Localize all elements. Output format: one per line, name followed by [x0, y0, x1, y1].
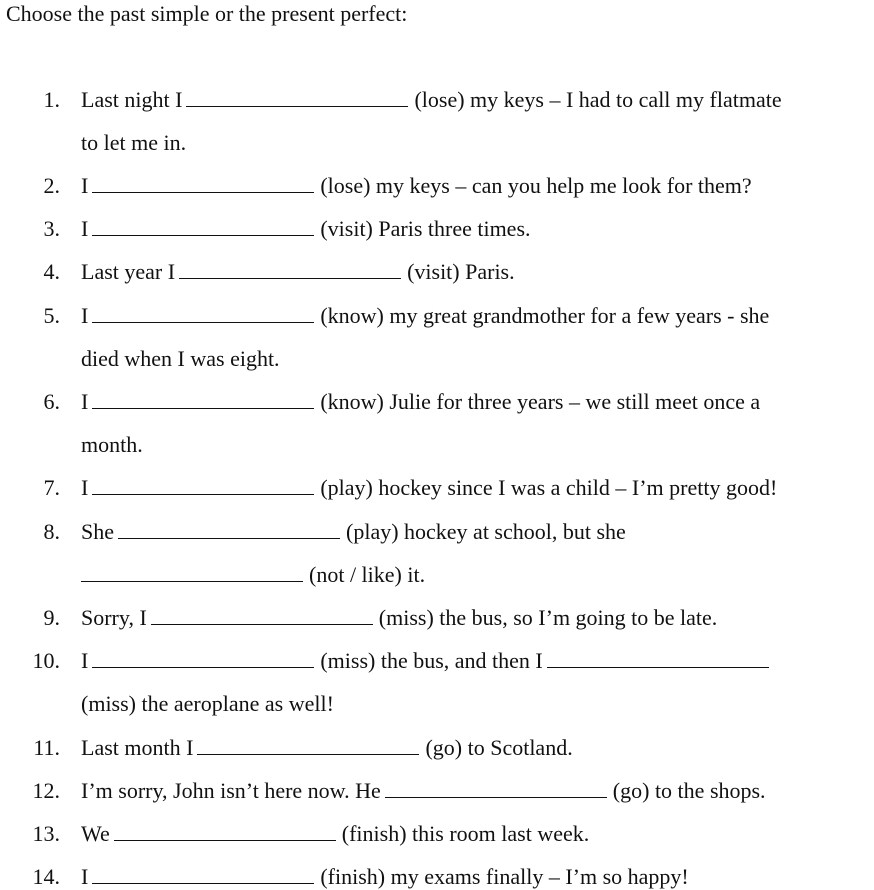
item-prompt: I — [81, 475, 89, 500]
answer-blank[interactable] — [197, 735, 419, 755]
item-prompt: I — [81, 303, 89, 328]
item-prompt: I — [81, 389, 89, 414]
answer-blank[interactable] — [81, 562, 303, 582]
item-continuation-text: (miss) the aeroplane as well! — [81, 691, 334, 716]
item-verb-hint: (know) Julie for three years – we still meet once a — [320, 389, 761, 414]
item-verb-hint: (lose) my keys – I had to call my flatmate — [414, 87, 782, 112]
item-text — [81, 778, 766, 804]
item-text — [81, 735, 573, 761]
item-verb-hint: (finish) my exams finally – I’m so happy! — [320, 864, 689, 889]
item-prompt: I — [81, 648, 89, 673]
answer-blank[interactable] — [92, 216, 314, 236]
answer-blank[interactable] — [151, 605, 373, 625]
item-number: 4. — [43, 259, 60, 284]
item-text — [81, 864, 689, 890]
item-number: 9. — [43, 605, 60, 630]
answer-blank[interactable] — [186, 87, 408, 107]
item-verb-hint: (miss) the bus, so I’m going to be late. — [378, 605, 718, 630]
item-verb-hint: (play) hockey since I was a child – I’m pretty good! — [320, 475, 778, 500]
item-text — [81, 648, 775, 674]
item-prompt: She — [81, 519, 114, 544]
item-verb-hint: (visit) Paris three times. — [320, 216, 531, 241]
item-number: 13. — [32, 821, 60, 846]
item-prompt: Last night I — [81, 87, 183, 112]
item-number: 6. — [43, 389, 60, 414]
item-number: 12. — [32, 778, 60, 803]
item-prompt: Last month I — [81, 735, 194, 760]
answer-blank-2[interactable] — [547, 648, 769, 668]
item-number: 10. — [32, 648, 60, 673]
answer-blank[interactable] — [92, 389, 314, 409]
exercise-heading: Choose the past simple or the present perfect: — [6, 1, 408, 26]
item-text — [81, 519, 626, 545]
item-prompt: I — [81, 864, 89, 889]
item-number: 14. — [32, 864, 60, 889]
answer-blank[interactable] — [92, 648, 314, 668]
item-continuation-text: to let me in. — [81, 130, 187, 155]
item-prompt: We — [81, 821, 110, 846]
answer-blank[interactable] — [118, 519, 340, 539]
item-prompt: I — [81, 216, 89, 241]
item-text — [81, 216, 531, 242]
item-continuation-text — [81, 562, 425, 588]
item-text — [81, 475, 777, 501]
item-number: 1. — [43, 87, 60, 112]
item-prompt: I — [81, 173, 89, 198]
item-prompt: Sorry, I — [81, 605, 147, 630]
item-verb-hint: (lose) my keys – can you help me look for them? — [320, 173, 752, 198]
answer-blank[interactable] — [114, 821, 336, 841]
item-number: 5. — [43, 303, 60, 328]
item-text — [81, 605, 717, 631]
item-verb-hint: (play) hockey at school, but she — [346, 519, 626, 544]
item-number: 2. — [43, 173, 60, 198]
item-continuation-text: died when I was eight. — [81, 346, 280, 371]
answer-blank[interactable] — [179, 259, 401, 279]
item-continuation-text: month. — [81, 432, 143, 457]
item-number: 3. — [43, 216, 60, 241]
item-verb-hint: (finish) this room last week. — [341, 821, 590, 846]
answer-blank[interactable] — [385, 778, 607, 798]
item-verb-hint: (miss) the bus, and then I — [320, 648, 543, 673]
answer-blank[interactable] — [92, 303, 314, 323]
item-verb-hint: (know) my great grandmother for a few years - she — [320, 303, 770, 328]
item-prompt: Last year I — [81, 259, 176, 284]
answer-blank[interactable] — [92, 864, 314, 884]
item-verb-hint: (not / like) it. — [309, 562, 426, 587]
item-text — [81, 389, 760, 415]
item-verb-hint: (go) to the shops. — [612, 778, 766, 803]
answer-blank[interactable] — [92, 475, 314, 495]
item-number: 8. — [43, 519, 60, 544]
answer-blank[interactable] — [92, 173, 314, 193]
item-text — [81, 303, 769, 329]
item-number: 7. — [43, 475, 60, 500]
item-text — [81, 87, 782, 113]
item-text — [81, 821, 589, 847]
item-verb-hint: (go) to Scotland. — [425, 735, 573, 760]
item-text — [81, 259, 515, 285]
item-prompt: I’m sorry, John isn’t here now. He — [81, 778, 381, 803]
item-number: 11. — [33, 735, 60, 760]
item-text — [81, 173, 752, 199]
item-verb-hint: (visit) Paris. — [407, 259, 515, 284]
